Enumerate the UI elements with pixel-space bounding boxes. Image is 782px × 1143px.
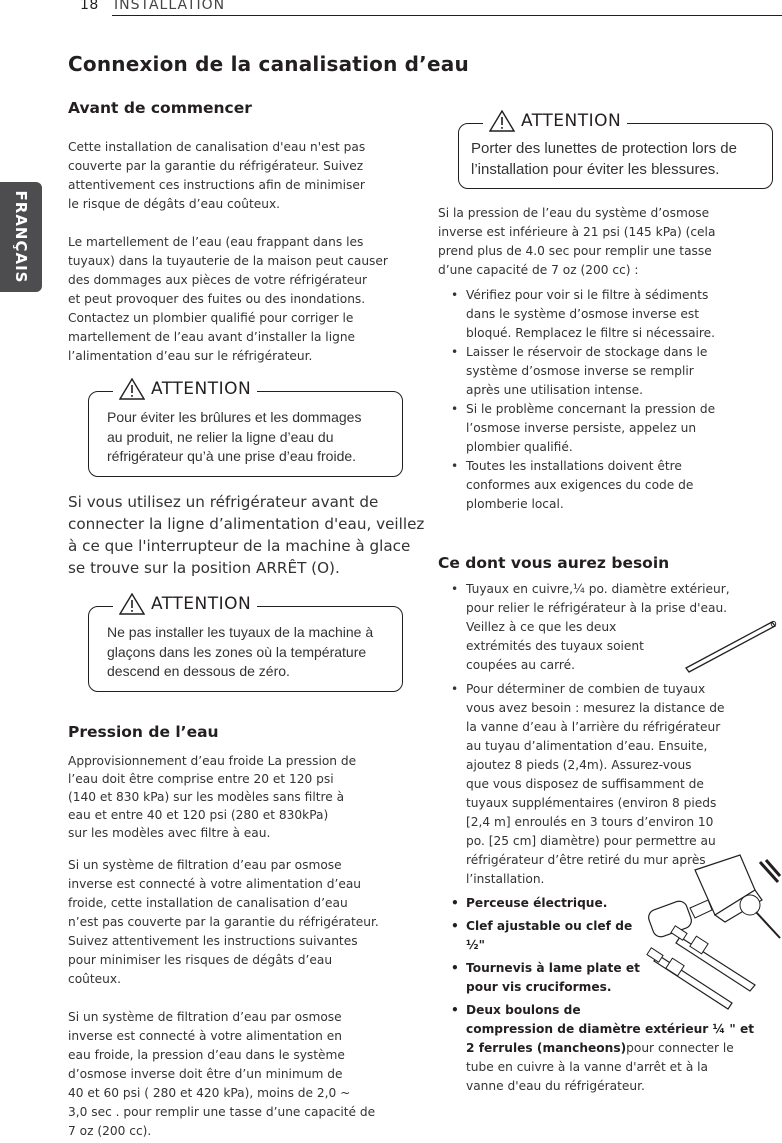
list-item: • Vérifiez pour voir si le filtre à sédiments dans le système d’osmose inverse est bloqué. Remplacez le filtre si nécessaire. [438, 286, 778, 343]
list-item: • Pour déterminer de combien de tuyaux vous avez besoin : mesurez la distance de la vanne d’eau à l’arrière du réfrigérateur au tuyau d’alimentation d’eau. Ensuite, ajoutez 8 pieds (2,4m). Assurez-vous que vous disposez de suffisamment de tuyaux supplémentaires (environ 8 pieds [2,4 m] enroulés en 3 tours d’environ 10 po. [25 cm] diamètre) pour permettre au réfrigérateur d’être retiré du mur après l’installation. [438, 680, 778, 889]
page-number: 18 [80, 0, 99, 13]
list-item: • Tournevis à lame plate et pour vis cruciformes. [438, 959, 778, 997]
heading-water-pressure: Pression de l’eau [68, 723, 219, 741]
warning-icon [119, 378, 145, 400]
language-tab [0, 182, 42, 292]
warning-icon [489, 110, 515, 132]
attention-title: ATTENTION [151, 594, 252, 614]
attention-text: Pour éviter les brûlures et les dommages au produit, ne relier la ligne d’eau du réfrigérateur qu’à une prise d’eau froide. [107, 409, 362, 464]
warning-icon [119, 593, 145, 615]
list-item: • Clef ajustable ou clef de ½" [438, 917, 778, 955]
paragraph: Le martellement de l’eau (eau frappant dans les tuyaux) dans la tuyauterie de la maison peut causer des dommages aux pièces de votre réfrigérateur et peut provoquer des fuites ou des inondations. Contactez un plombier qualifié pour corriger le martellement de l’eau avant d’installer la ligne l’alimentation d’eau sur le réfrigérateur. [68, 235, 388, 363]
list-item: • Laisser le réservoir de stockage dans le système d’osmose inverse se remplir après une utilisation intense. [438, 343, 778, 400]
language-label: FRANÇAIS [12, 190, 30, 284]
ro-checklist [438, 286, 778, 514]
list-item: • Toutes les installations doivent être conformes aux exigences du code de plomberie local. [438, 457, 778, 514]
heading-what-you-need: Ce dont vous aurez besoin [438, 554, 670, 572]
attention-text: Porter des lunettes de protection lors de l’installation pour éviter les blessures. [471, 140, 737, 178]
header-rule [112, 15, 782, 16]
paragraph: Approvisionnement d’eau froide La pression de l’eau doit être comprise entre 20 et 120 psi (140 et 830 kPa) sur les modèles sans filtre à eau et entre 40 et 120 psi (280 et 830kPa) sur les modèles avec filtre à eau. [68, 754, 357, 840]
attention-title: ATTENTION [521, 111, 622, 131]
paragraph: Si un système de filtration d’eau par osmose inverse est connecté à votre alimentation en eau froide, la pression d’eau dans le système d’osmose inverse doit être d’un minimum de 40 et 60 psi ( 280 et 420 kPa), moins de 2,0 ~ 3,0 sec . pour remplir une tasse d’une capacité de 7 oz (200 cc). [68, 1010, 376, 1138]
list-item [438, 1001, 778, 1096]
attention-box [88, 594, 403, 692]
paragraph: Si un système de filtration d’eau par osmose inverse est connecté à votre alimentation d’eau froide, cette installation de canalisation d’eau n’est pas couverte par la garantie du réfrigérateur. Suivez attentivement les instructions suivantes pour minimiser les risques de dégâts d’eau coûteux. [68, 858, 379, 986]
paragraph: Cette installation de canalisation d'eau n'est pas couverte par la garantie du réfrigérateur. Suivez attentivement ces instructions afin de minimiser le risque de dégâts d’eau coûteux. [68, 140, 366, 211]
fittings-rest: pour connecter le tube en cuivre à la vanne d'arrêt et à la vanne d'eau du réfrigérateur. [466, 1041, 734, 1093]
attention-text: Ne pas installer les tuyaux de la machine à glaçons dans les zones où la température descend en dessous de zéro. [107, 624, 374, 679]
attention-box [458, 111, 773, 189]
page-title: Connexion de la canalisation d’eau [68, 52, 469, 76]
list-item: • Tuyaux en cuivre,¼ po. diamètre extérieur, pour relier le réfrigérateur à la prise d'eau. Veillez à ce que les deux extrémités des tuyaux soient coupées au carré. [438, 580, 778, 675]
copper-tube-illustration [680, 618, 780, 674]
section-title: INSTALLATION [114, 0, 226, 13]
attention-title: ATTENTION [151, 379, 252, 399]
compression-fittings-illustration [640, 925, 760, 1015]
list-item: • Si le problème concernant la pression de l’osmose inverse persiste, appelez un plombier qualifié. [438, 400, 778, 457]
paragraph: Si la pression de l’eau du système d’osmose inverse est inférieure à 21 psi (145 kPa) (cela prend plus de 4.0 sec pour remplir une tasse d’une capacité de 7 oz (200 cc) : [438, 206, 716, 277]
fittings-bold: Deux boulons de compression de diamètre extérieur ¼ " et 2 ferrules (mancheons) [466, 1003, 755, 1055]
heading-before-start: Avant de commencer [68, 99, 252, 117]
attention-box [88, 379, 403, 477]
ice-maker-note: Si vous utilisez un réfrigérateur avant de connecter la ligne d’alimentation d'eau, veillez à ce que l'interrupteur de la machine à glace se trouve sur la position ARRÊT (O). [68, 493, 425, 577]
list-item: • Perceuse électrique. [438, 894, 778, 913]
